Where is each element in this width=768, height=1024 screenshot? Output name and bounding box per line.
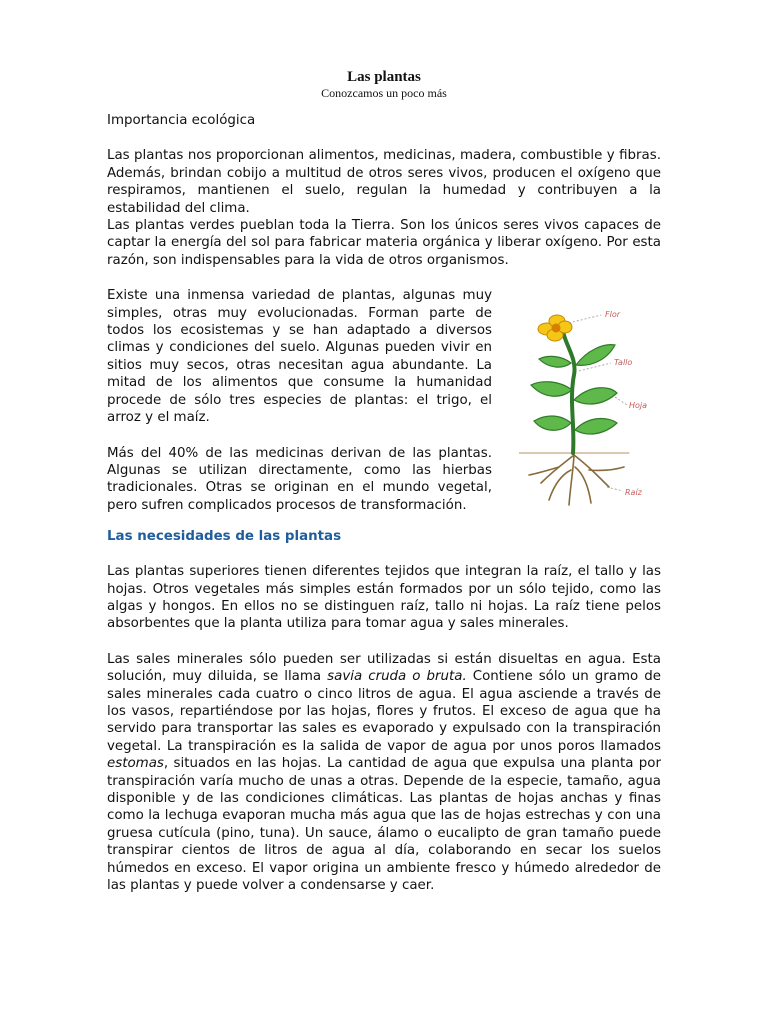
paragraph-5-emphasis: savia cruda o bruta. — [327, 669, 467, 685]
paragraph-5-part-a: Las sales minerales sólo pueden ser utilizadas si están disueltas en agua. Esta solución, muy diluida, se llama — [107, 651, 661, 685]
section-heading-ecologia: Importancia ecológica — [107, 113, 256, 128]
flower-illustration — [538, 315, 572, 341]
paragraph-1: Las plantas nos proporcionan alimentos, medicinas, madera, combustible y fibras. Además, brindan cobijo a multitud de otros seres vivos, producen el oxígeno que respiramos, mantienen el suelo, regulan la humedad y contribuyen a la estabilidad del clima. — [107, 148, 661, 216]
paragraph-5-part-b: Contiene sólo un gramo de sales minerales cada cuatro o cinco litros de agua. El agua asciende a través de los vasos, repartiéndose por las hojas, flores y frutos. El exceso de agua que ha servido para transportar las sales es evaporado y expulsado con la transpiración vegetal. La transpiración es la salida de vapor de agua por unos poros llamados — [107, 669, 661, 754]
document-page — [107, 68, 661, 894]
paragraph-5-part-c: , situados en las hojas. La cantidad de agua que expulsa una planta por transpiración varía mucho de unas a otras. Depende de la especie, tamaño, agua disponible y de las condiciones climáticas. Las plantas de hojas anchas y finas como la lechuga evaporan mucha más agua que las de hojas estrechas y con una gruesa cutícula (pino, tuna). Un sauce, álamo o eucalipto de gran tamaño puede transpirar cientos de litros de agua al día, colaborando en secar los suelos húmedos en exceso. El vapor origina un ambiente fresco y húmedo alrededor de las plantas y puede volver a condensarse y caer. — [107, 756, 661, 894]
page-title: Las plantas — [347, 69, 421, 85]
plant-diagram — [519, 305, 669, 510]
paragraph-4: Las plantas superiores tienen diferentes tejidos que integran la raíz, el tallo y las hojas. Otros vegetales más simples están formados por un sólo tejido, como las algas y hongos. En ellos no se distinguen raíz, tallo ni hojas. La raíz tiene pelos absorbentes que la planta utiliza para tomar agua y sales minerales. — [107, 564, 661, 632]
paragraph-2: Existe una inmensa variedad de plantas, algunas muy simples, otras muy evolucionadas. Forman parte de todos los ecosistemas y se han adaptado a diversos climas y condiciones del suelo. Algunas pueden vivir en sitios muy secos, otras necesitan agua abundante. La mitad de los alimentos que consume la humanidad procede de sólo tres especies de plantas: el trigo, el arroz y el maíz. — [107, 288, 492, 426]
label-tallo: Tallo — [614, 358, 633, 368]
label-raiz: Raíz — [625, 488, 642, 498]
paragraph-5-emphasis-2: estomas — [107, 756, 164, 772]
text-with-figure — [107, 287, 661, 514]
paragraph-5 — [107, 651, 661, 895]
paragraph-3: Más del 40% de las medicinas derivan de las plantas. Algunas se utilizan directamente, como las hierbas tradicionales. Otras se originan en el mundo vegetal, pero sufren complicados procesos de transformación. — [107, 445, 492, 513]
section-heading-necesidades: Las necesidades de las plantas — [107, 529, 342, 545]
roots-illustration — [519, 453, 629, 505]
paragraph-1b: Las plantas verdes pueblan toda la Tierra. Son los únicos seres vivos capaces de captar la energía del sol para fabricar materia orgánica y liberar oxígeno. Por esta razón, son indispensables para la vida de otros organismos. — [107, 218, 661, 268]
label-flor: Flor — [605, 310, 621, 320]
page-subtitle: Conozcamos un poco más — [321, 86, 447, 100]
label-hoja: Hoja — [629, 401, 648, 411]
